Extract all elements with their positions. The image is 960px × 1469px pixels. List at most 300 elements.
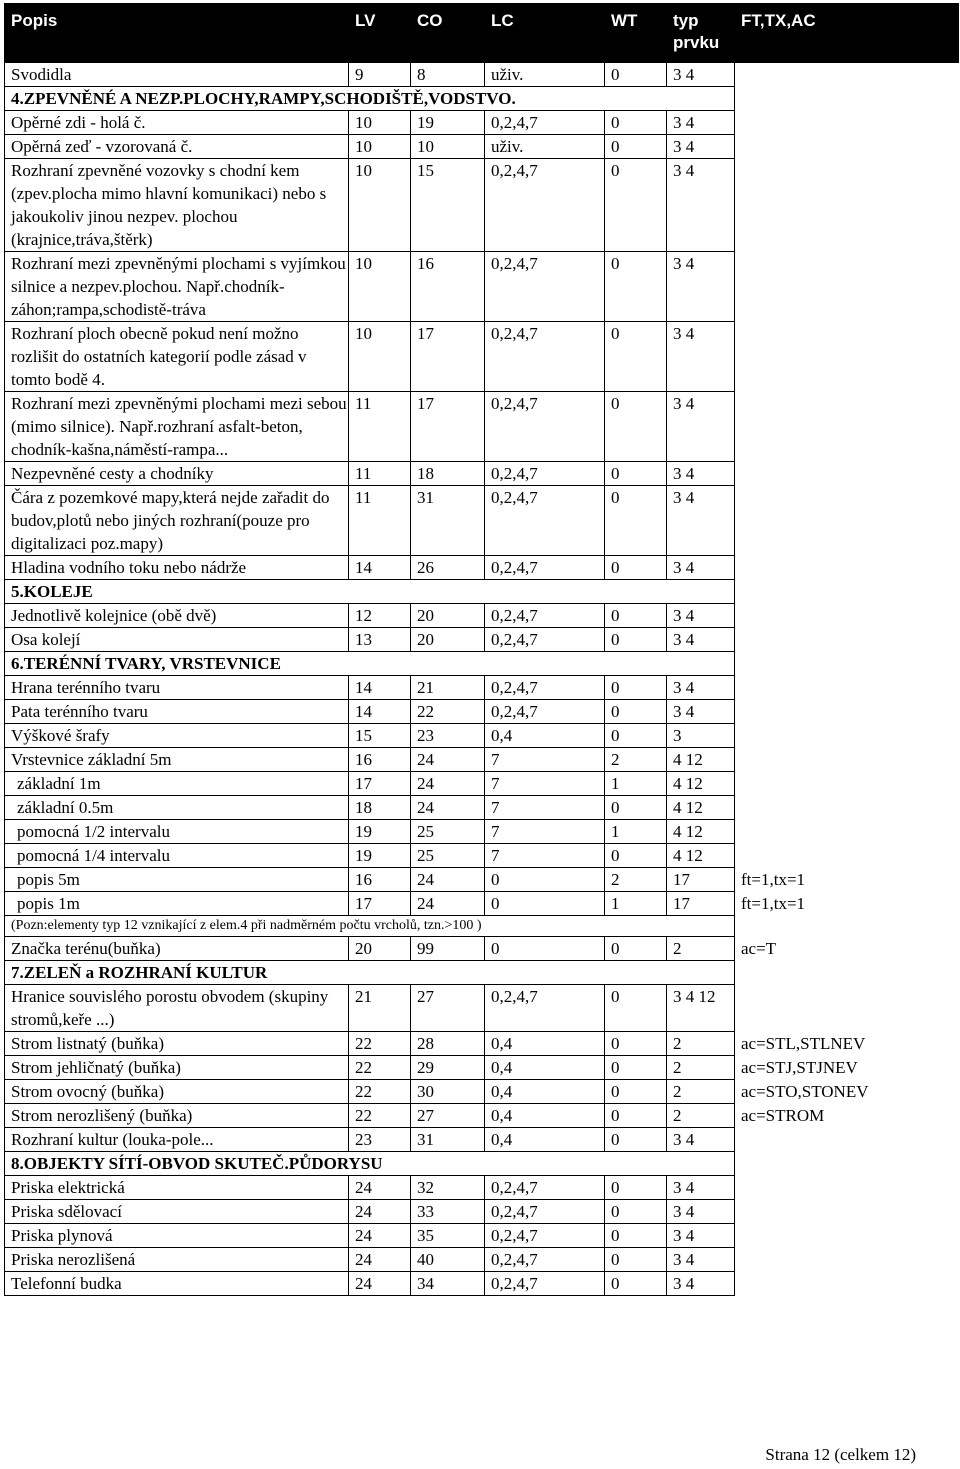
header-wt: WT xyxy=(605,4,667,63)
cell-attr xyxy=(735,252,959,322)
cell-typ: 3 4 xyxy=(667,159,735,252)
cell-popis: Hranice souvislého porostu obvodem (skupiny stromů,keře ...) xyxy=(5,985,349,1032)
cell-typ: 3 xyxy=(667,724,735,748)
cell-attr xyxy=(735,628,959,652)
cell-co: 24 xyxy=(411,868,485,892)
cell-attr xyxy=(735,748,959,772)
cell-typ: 3 4 xyxy=(667,1176,735,1200)
cell-lc: 0,2,4,7 xyxy=(485,604,605,628)
cell-lv: 24 xyxy=(349,1248,411,1272)
page-number: Strana 12 (celkem 12) xyxy=(765,1445,916,1464)
cell-lc: 0,2,4,7 xyxy=(485,1248,605,1272)
cell-co: 21 xyxy=(411,676,485,700)
table-row xyxy=(5,556,959,580)
cell-popis: Nezpevněné cesty a chodníky xyxy=(5,462,349,486)
cell-wt: 0 xyxy=(605,1224,667,1248)
cell-wt: 0 xyxy=(605,1128,667,1152)
cell-attr xyxy=(735,1200,959,1224)
table-row xyxy=(5,1200,959,1224)
table-body xyxy=(5,63,959,1296)
cell-co: 32 xyxy=(411,1176,485,1200)
table-row xyxy=(5,486,959,556)
cell-co: 31 xyxy=(411,1128,485,1152)
cell-wt: 0 xyxy=(605,1056,667,1080)
cell-wt: 0 xyxy=(605,676,667,700)
cell-wt: 0 xyxy=(605,1080,667,1104)
cell-typ: 3 4 xyxy=(667,322,735,392)
cell-popis: Hrana terénního tvaru xyxy=(5,676,349,700)
cell-lv: 24 xyxy=(349,1176,411,1200)
note-text: (Pozn:elementy typ 12 vznikající z elem.4 při nadměrném počtu vrcholů, tzn.>100 ) xyxy=(5,916,735,937)
cell-popis: Rozhraní kultur (louka-pole... xyxy=(5,1128,349,1152)
cell-lv: 20 xyxy=(349,937,411,961)
cell-attr: ac=STO,STONEV xyxy=(735,1080,959,1104)
table-row xyxy=(5,748,959,772)
cell-co: 19 xyxy=(411,111,485,135)
cell-lv: 11 xyxy=(349,462,411,486)
cell-co: 29 xyxy=(411,1056,485,1080)
cell-lv: 24 xyxy=(349,1272,411,1296)
cell-co: 15 xyxy=(411,159,485,252)
cell-lv: 10 xyxy=(349,159,411,252)
cell-lc: 0,2,4,7 xyxy=(485,1224,605,1248)
cell-co: 24 xyxy=(411,796,485,820)
cell-wt: 0 xyxy=(605,724,667,748)
table-row xyxy=(5,63,959,87)
cell-popis: Priska plynová xyxy=(5,1224,349,1248)
cell-wt: 0 xyxy=(605,985,667,1032)
cell-popis: Priska sdělovací xyxy=(5,1200,349,1224)
cell-wt: 1 xyxy=(605,772,667,796)
cell-lc: 0,2,4,7 xyxy=(485,322,605,392)
cell-popis: Svodidla xyxy=(5,63,349,87)
cell-co: 24 xyxy=(411,748,485,772)
cell-wt: 0 xyxy=(605,159,667,252)
section-label: 5.KOLEJE xyxy=(5,580,735,604)
cell-lc: 0,4 xyxy=(485,1032,605,1056)
cell-lc: 0,2,4,7 xyxy=(485,462,605,486)
cell-wt: 0 xyxy=(605,796,667,820)
cell-attr xyxy=(735,556,959,580)
cell-co: 20 xyxy=(411,604,485,628)
cell-attr xyxy=(735,796,959,820)
cell-popis: Strom jehličnatý (buňka) xyxy=(5,1056,349,1080)
attr-cell xyxy=(735,1152,959,1176)
cell-typ: 3 4 xyxy=(667,462,735,486)
table-row xyxy=(5,628,959,652)
cell-lv: 19 xyxy=(349,820,411,844)
section-row xyxy=(5,961,959,985)
cell-popis: základní 1m xyxy=(5,772,349,796)
cell-attr xyxy=(735,844,959,868)
header-co: CO xyxy=(411,4,485,63)
table-row xyxy=(5,392,959,462)
cell-attr xyxy=(735,322,959,392)
cell-popis: Strom nerozlišený (buňka) xyxy=(5,1104,349,1128)
cell-typ: 3 4 xyxy=(667,1248,735,1272)
cell-lv: 15 xyxy=(349,724,411,748)
cell-lc: 0,4 xyxy=(485,1056,605,1080)
cell-attr xyxy=(735,676,959,700)
cell-typ: 3 4 xyxy=(667,556,735,580)
header-typ: typ prvku xyxy=(667,4,735,63)
cell-typ: 3 4 xyxy=(667,1200,735,1224)
cell-co: 27 xyxy=(411,1104,485,1128)
section-label: 6.TERÉNNÍ TVARY, VRSTEVNICE xyxy=(5,652,735,676)
cell-lv: 10 xyxy=(349,252,411,322)
table-row xyxy=(5,1248,959,1272)
cell-lc: 0,2,4,7 xyxy=(485,486,605,556)
cell-co: 20 xyxy=(411,628,485,652)
cell-popis: Opěrné zdi - holá č. xyxy=(5,111,349,135)
cell-typ: 2 xyxy=(667,1032,735,1056)
cell-attr: ft=1,tx=1 xyxy=(735,892,959,916)
cell-lv: 12 xyxy=(349,604,411,628)
cell-lc: 7 xyxy=(485,796,605,820)
cell-popis: Priska elektrická xyxy=(5,1176,349,1200)
table-row xyxy=(5,111,959,135)
table-row xyxy=(5,1224,959,1248)
cell-co: 24 xyxy=(411,892,485,916)
cell-attr xyxy=(735,772,959,796)
cell-wt: 0 xyxy=(605,556,667,580)
header-lc: LC xyxy=(485,4,605,63)
cell-co: 24 xyxy=(411,772,485,796)
cell-lv: 17 xyxy=(349,892,411,916)
cell-lc: 7 xyxy=(485,820,605,844)
cell-lv: 22 xyxy=(349,1104,411,1128)
cell-wt: 0 xyxy=(605,111,667,135)
cell-popis: pomocná 1/2 intervalu xyxy=(5,820,349,844)
cell-popis: Pata terénního tvaru xyxy=(5,700,349,724)
cell-popis: Značka terénu(buňka) xyxy=(5,937,349,961)
cell-typ: 3 4 xyxy=(667,676,735,700)
cell-lc: 0,2,4,7 xyxy=(485,1200,605,1224)
note-row xyxy=(5,916,959,937)
cell-lc: 0,4 xyxy=(485,1080,605,1104)
cell-typ: 3 4 xyxy=(667,628,735,652)
cell-attr xyxy=(735,1248,959,1272)
cell-lv: 14 xyxy=(349,700,411,724)
section-label: 8.OBJEKTY SÍTÍ-OBVOD SKUTEČ.PŮDORYSU xyxy=(5,1152,735,1176)
table-row xyxy=(5,252,959,322)
cell-lv: 22 xyxy=(349,1032,411,1056)
cell-wt: 0 xyxy=(605,1176,667,1200)
table-row xyxy=(5,462,959,486)
cell-popis: popis 5m xyxy=(5,868,349,892)
table-row xyxy=(5,604,959,628)
cell-lc: 0,4 xyxy=(485,724,605,748)
cell-lc: uživ. xyxy=(485,135,605,159)
cell-popis: Čára z pozemkové mapy,která nejde zařadit do budov,plotů nebo jiných rozhraní(pouze pro digitalizaci poz.mapy) xyxy=(5,486,349,556)
cell-lv: 10 xyxy=(349,135,411,159)
cell-lv: 14 xyxy=(349,556,411,580)
cell-lc: 7 xyxy=(485,772,605,796)
cell-typ: 3 4 xyxy=(667,135,735,159)
cell-attr xyxy=(735,1224,959,1248)
cell-wt: 0 xyxy=(605,486,667,556)
cell-typ: 2 xyxy=(667,1080,735,1104)
table-row xyxy=(5,892,959,916)
cell-co: 17 xyxy=(411,392,485,462)
cell-co: 27 xyxy=(411,985,485,1032)
section-row xyxy=(5,87,959,111)
cell-lv: 9 xyxy=(349,63,411,87)
cell-lv: 14 xyxy=(349,676,411,700)
cell-typ: 3 4 xyxy=(667,392,735,462)
table-row xyxy=(5,844,959,868)
cell-lv: 22 xyxy=(349,1056,411,1080)
cell-lv: 23 xyxy=(349,1128,411,1152)
cell-lc: 0 xyxy=(485,868,605,892)
cell-lv: 19 xyxy=(349,844,411,868)
cell-co: 30 xyxy=(411,1080,485,1104)
table-row xyxy=(5,937,959,961)
cell-wt: 0 xyxy=(605,937,667,961)
cell-wt: 0 xyxy=(605,604,667,628)
cell-typ: 3 4 xyxy=(667,604,735,628)
cell-attr xyxy=(735,1176,959,1200)
table-row xyxy=(5,1104,959,1128)
cell-lc: 0,2,4,7 xyxy=(485,159,605,252)
cell-typ: 3 4 xyxy=(667,486,735,556)
section-label: 4.ZPEVNĚNÉ A NEZP.PLOCHY,RAMPY,SCHODIŠTĚ,VODSTVO. xyxy=(5,87,735,111)
cell-co: 18 xyxy=(411,462,485,486)
cell-co: 33 xyxy=(411,1200,485,1224)
cell-typ: 3 4 xyxy=(667,700,735,724)
cell-wt: 2 xyxy=(605,748,667,772)
cell-wt: 1 xyxy=(605,820,667,844)
cell-wt: 0 xyxy=(605,1104,667,1128)
cell-lc: 0,2,4,7 xyxy=(485,700,605,724)
table-row xyxy=(5,1128,959,1152)
cell-attr: ac=STJ,STJNEV xyxy=(735,1056,959,1080)
cell-typ: 2 xyxy=(667,1104,735,1128)
cell-typ: 4 12 xyxy=(667,844,735,868)
cell-lc: 0,2,4,7 xyxy=(485,985,605,1032)
cell-attr xyxy=(735,159,959,252)
cell-co: 35 xyxy=(411,1224,485,1248)
cell-popis: Strom ovocný (buňka) xyxy=(5,1080,349,1104)
cell-attr xyxy=(735,486,959,556)
cell-typ: 2 xyxy=(667,1056,735,1080)
cell-popis: Opěrná zeď - vzorovaná č. xyxy=(5,135,349,159)
cell-typ: 3 4 xyxy=(667,63,735,87)
cell-lv: 16 xyxy=(349,748,411,772)
table-header-row xyxy=(5,4,959,63)
cell-popis: Rozhraní mezi zpevněnými plochami s vyjímkou silnice a nezpev.plochou. Např.chodník-záhon;rampa,schodistě-tráva xyxy=(5,252,349,322)
cell-popis: Rozhraní zpevněné vozovky s chodní kem (zpev.plocha mimo hlavní komunikaci) nebo s jakoukoliv jinou nezpev. plochou (krajnice,tráva,štěrk) xyxy=(5,159,349,252)
cell-typ: 3 4 xyxy=(667,252,735,322)
cell-lc: 7 xyxy=(485,748,605,772)
cell-co: 34 xyxy=(411,1272,485,1296)
section-label: 7.ZELEŇ a ROZHRANÍ KULTUR xyxy=(5,961,735,985)
cell-co: 25 xyxy=(411,844,485,868)
cell-popis: Vrstevnice základní 5m xyxy=(5,748,349,772)
table-row xyxy=(5,1176,959,1200)
table-row xyxy=(5,724,959,748)
table-row xyxy=(5,820,959,844)
cell-lc: 0 xyxy=(485,937,605,961)
cell-attr xyxy=(735,724,959,748)
header-popis: Popis xyxy=(5,4,349,63)
cell-attr xyxy=(735,1272,959,1296)
cell-attr xyxy=(735,604,959,628)
cell-popis: Strom listnatý (buňka) xyxy=(5,1032,349,1056)
cell-typ: 17 xyxy=(667,892,735,916)
cell-typ: 3 4 xyxy=(667,1128,735,1152)
attr-cell xyxy=(735,916,959,937)
cell-typ: 3 4 xyxy=(667,1272,735,1296)
cell-co: 8 xyxy=(411,63,485,87)
cell-co: 40 xyxy=(411,1248,485,1272)
cell-lv: 11 xyxy=(349,392,411,462)
cell-wt: 0 xyxy=(605,252,667,322)
cell-attr xyxy=(735,462,959,486)
cell-typ: 17 xyxy=(667,868,735,892)
cell-lc: 0,2,4,7 xyxy=(485,1176,605,1200)
cell-wt: 0 xyxy=(605,135,667,159)
cell-lv: 21 xyxy=(349,985,411,1032)
cell-popis: Telefonní budka xyxy=(5,1272,349,1296)
cell-lv: 18 xyxy=(349,796,411,820)
section-row xyxy=(5,1152,959,1176)
cell-attr xyxy=(735,985,959,1032)
cell-wt: 2 xyxy=(605,868,667,892)
cell-co: 31 xyxy=(411,486,485,556)
cell-lc: 0,2,4,7 xyxy=(485,252,605,322)
table-row xyxy=(5,772,959,796)
table-row xyxy=(5,1056,959,1080)
cell-wt: 0 xyxy=(605,462,667,486)
cell-lv: 24 xyxy=(349,1224,411,1248)
cell-popis: Rozhraní ploch obecně pokud není možno rozlišit do ostatních kategorií podle zásad v tomto bodě 4. xyxy=(5,322,349,392)
cell-popis: Výškové šrafy xyxy=(5,724,349,748)
cell-attr: ac=STL,STLNEV xyxy=(735,1032,959,1056)
cell-typ: 4 12 xyxy=(667,820,735,844)
cell-co: 22 xyxy=(411,700,485,724)
cell-popis: Rozhraní mezi zpevněnými plochami mezi sebou (mimo silnice). Např.rozhraní asfalt-beton, chodník-kašna,náměstí-rampa... xyxy=(5,392,349,462)
cell-lc: 0,4 xyxy=(485,1128,605,1152)
cell-lc: 0,2,4,7 xyxy=(485,1272,605,1296)
cell-attr: ac=STROM xyxy=(735,1104,959,1128)
cell-co: 99 xyxy=(411,937,485,961)
cell-lv: 16 xyxy=(349,868,411,892)
cell-attr: ft=1,tx=1 xyxy=(735,868,959,892)
cell-wt: 0 xyxy=(605,392,667,462)
cell-lv: 22 xyxy=(349,1080,411,1104)
cell-lv: 10 xyxy=(349,111,411,135)
cell-lc: 0 xyxy=(485,892,605,916)
cell-attr: ac=T xyxy=(735,937,959,961)
cell-typ: 4 12 xyxy=(667,772,735,796)
cell-lc: 7 xyxy=(485,844,605,868)
cell-typ: 3 4 xyxy=(667,111,735,135)
cell-wt: 0 xyxy=(605,1032,667,1056)
cell-attr xyxy=(735,1128,959,1152)
cell-attr xyxy=(735,700,959,724)
cell-wt: 0 xyxy=(605,63,667,87)
cell-co: 25 xyxy=(411,820,485,844)
cell-popis: Osa kolejí xyxy=(5,628,349,652)
cell-wt: 1 xyxy=(605,892,667,916)
cell-wt: 0 xyxy=(605,844,667,868)
cell-co: 17 xyxy=(411,322,485,392)
cell-co: 23 xyxy=(411,724,485,748)
table-row xyxy=(5,1080,959,1104)
attr-cell xyxy=(735,961,959,985)
attr-cell xyxy=(735,652,959,676)
section-row xyxy=(5,652,959,676)
table-row xyxy=(5,135,959,159)
cell-lc: 0,4 xyxy=(485,1104,605,1128)
cell-typ: 3 4 xyxy=(667,1224,735,1248)
attr-cell xyxy=(735,580,959,604)
cell-co: 26 xyxy=(411,556,485,580)
table-row xyxy=(5,1032,959,1056)
table-row xyxy=(5,322,959,392)
cell-lv: 17 xyxy=(349,772,411,796)
cell-lc: 0,2,4,7 xyxy=(485,628,605,652)
table-row xyxy=(5,700,959,724)
table-row xyxy=(5,796,959,820)
cell-co: 28 xyxy=(411,1032,485,1056)
cell-popis: Hladina vodního toku nebo nádrže xyxy=(5,556,349,580)
cell-wt: 0 xyxy=(605,1272,667,1296)
cell-attr xyxy=(735,111,959,135)
cell-wt: 0 xyxy=(605,628,667,652)
cell-wt: 0 xyxy=(605,322,667,392)
cell-popis: pomocná 1/4 intervalu xyxy=(5,844,349,868)
section-row xyxy=(5,580,959,604)
cell-wt: 0 xyxy=(605,700,667,724)
cell-lc: 0,2,4,7 xyxy=(485,111,605,135)
table-row xyxy=(5,159,959,252)
header-attr: FT,TX,AC xyxy=(735,4,959,63)
attribute-table xyxy=(4,3,959,1296)
cell-wt: 0 xyxy=(605,1248,667,1272)
cell-lv: 10 xyxy=(349,322,411,392)
table-row xyxy=(5,676,959,700)
header-lv: LV xyxy=(349,4,411,63)
cell-lv: 13 xyxy=(349,628,411,652)
cell-popis: Priska nerozlišená xyxy=(5,1248,349,1272)
cell-popis: Jednotlivě kolejnice (obě dvě) xyxy=(5,604,349,628)
cell-attr xyxy=(735,820,959,844)
cell-typ: 4 12 xyxy=(667,796,735,820)
table-row xyxy=(5,1272,959,1296)
cell-lc: 0,2,4,7 xyxy=(485,392,605,462)
cell-typ: 2 xyxy=(667,937,735,961)
cell-attr xyxy=(735,392,959,462)
cell-lv: 24 xyxy=(349,1200,411,1224)
cell-attr xyxy=(735,63,959,87)
cell-typ: 4 12 xyxy=(667,748,735,772)
table-row xyxy=(5,985,959,1032)
cell-co: 16 xyxy=(411,252,485,322)
cell-popis: základní 0.5m xyxy=(5,796,349,820)
cell-popis: popis 1m xyxy=(5,892,349,916)
table-row xyxy=(5,868,959,892)
cell-co: 10 xyxy=(411,135,485,159)
attr-cell xyxy=(735,87,959,111)
cell-lv: 11 xyxy=(349,486,411,556)
cell-typ: 3 4 12 xyxy=(667,985,735,1032)
cell-wt: 0 xyxy=(605,1200,667,1224)
cell-lc: 0,2,4,7 xyxy=(485,676,605,700)
cell-lc: 0,2,4,7 xyxy=(485,556,605,580)
cell-lc: uživ. xyxy=(485,63,605,87)
